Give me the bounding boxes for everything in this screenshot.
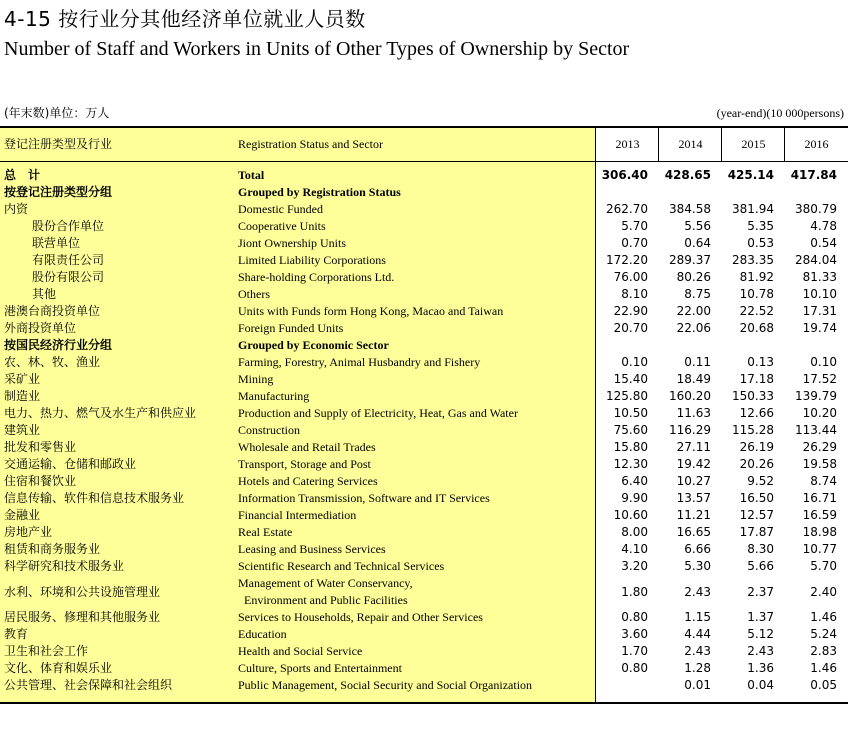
row-label-cn: 教育 [4, 627, 29, 641]
unit-label-en: (year-end)(10 000persons) [716, 106, 844, 120]
table-row [0, 524, 848, 541]
cell-value: 289.37 [669, 253, 711, 267]
cell-value: 1.70 [621, 644, 648, 658]
row-label-cn: 外商投资单位 [4, 321, 77, 335]
row-label-en: Construction [238, 423, 300, 437]
table-row [0, 252, 848, 269]
table-row [0, 660, 848, 677]
cell-value: 12.66 [739, 406, 774, 420]
row-label-cn: 建筑业 [4, 423, 41, 437]
cell-value: 76.00 [613, 270, 648, 284]
header-year: 2014 [658, 128, 722, 161]
table-row [0, 167, 848, 184]
table-row [0, 422, 848, 439]
cell-value: 4.78 [810, 219, 837, 233]
row-label-en: Services to Households, Repair and Other Services [238, 610, 483, 624]
cell-value: 10.20 [802, 406, 837, 420]
cell-value: 26.29 [802, 440, 837, 454]
row-label-cn: 其他 [32, 287, 57, 301]
cell-value: 5.12 [747, 627, 774, 641]
cell-value: 380.79 [795, 202, 837, 216]
row-label-cn: 按国民经济行业分组 [4, 338, 113, 352]
cell-value: 0.01 [684, 678, 711, 692]
cell-value: 0.10 [810, 355, 837, 369]
cell-value: 8.30 [747, 542, 774, 556]
row-label-en: Farming, Forestry, Animal Husbandry and Fishery [238, 355, 481, 369]
cell-value: 262.70 [606, 202, 648, 216]
cell-value: 0.80 [621, 661, 648, 675]
cell-value: 17.31 [802, 304, 837, 318]
table-row [0, 643, 848, 660]
cell-value: 5.30 [684, 559, 711, 573]
cell-value: 0.54 [810, 236, 837, 250]
row-label-cn: 文化、体育和娱乐业 [4, 661, 113, 675]
cell-value: 4.44 [684, 627, 711, 641]
table-row [0, 439, 848, 456]
cell-value: 160.20 [669, 389, 711, 403]
cell-value: 8.00 [621, 525, 648, 539]
cell-value: 75.60 [613, 423, 648, 437]
cell-value: 4.10 [621, 542, 648, 556]
cell-value: 2.37 [747, 585, 774, 599]
row-label-en: Education [238, 627, 287, 641]
row-label-cn: 科学研究和技术服务业 [4, 559, 125, 573]
cell-value: 6.66 [684, 542, 711, 556]
row-label-cn: 居民服务、修理和其他服务业 [4, 610, 161, 624]
cell-value: 16.59 [802, 508, 837, 522]
cell-value: 18.98 [802, 525, 837, 539]
cell-value: 172.20 [606, 253, 648, 267]
cell-value: 22.90 [613, 304, 648, 318]
cell-value: 5.56 [684, 219, 711, 233]
cell-value: 9.52 [747, 474, 774, 488]
row-label-cn: 有限责任公司 [32, 253, 105, 267]
cell-value: 425.14 [727, 168, 774, 182]
cell-value: 5.70 [810, 559, 837, 573]
header-category-cn: 登记注册类型及行业 [4, 137, 113, 151]
table-row [0, 371, 848, 388]
table-row [0, 558, 848, 575]
cell-value: 0.04 [747, 678, 774, 692]
cell-value: 1.36 [747, 661, 774, 675]
cell-value: 0.05 [810, 678, 837, 692]
cell-value: 0.80 [621, 610, 648, 624]
cell-value: 10.27 [676, 474, 711, 488]
row-label-en: Transport, Storage and Post [238, 457, 371, 471]
cell-value: 0.64 [684, 236, 711, 250]
row-label-cn: 公共管理、社会保障和社会组织 [4, 678, 173, 692]
table-row [0, 184, 848, 201]
row-label-en: Culture, Sports and Entertainment [238, 661, 402, 675]
cell-value: 139.79 [795, 389, 837, 403]
table-row [0, 218, 848, 235]
table-row [0, 456, 848, 473]
cell-value: 8.10 [621, 287, 648, 301]
table-row [0, 235, 848, 252]
row-label-cn: 农、林、牧、渔业 [4, 355, 101, 369]
table-row [0, 354, 848, 371]
cell-value: 8.75 [684, 287, 711, 301]
table-row [0, 303, 848, 320]
cell-value: 27.11 [676, 440, 711, 454]
row-label-cn: 房地产业 [4, 525, 53, 539]
cell-value: 1.46 [810, 610, 837, 624]
row-label-cn: 批发和零售业 [4, 440, 77, 454]
header-year: 2016 [784, 128, 848, 161]
cell-value: 81.92 [739, 270, 774, 284]
cell-value: 81.33 [802, 270, 837, 284]
cell-value: 10.50 [613, 406, 648, 420]
row-label-en: Leasing and Business Services [238, 542, 386, 556]
cell-value: 17.18 [739, 372, 774, 386]
row-label-cn: 交通运输、仓储和邮政业 [4, 457, 137, 471]
row-label-cn: 总 计 [4, 168, 41, 182]
cell-value: 9.90 [621, 491, 648, 505]
cell-value: 417.84 [790, 168, 837, 182]
row-label-cn: 股份合作单位 [32, 219, 105, 233]
table-row [0, 320, 848, 337]
row-label-cn: 联营单位 [32, 236, 81, 250]
cell-value: 17.52 [802, 372, 837, 386]
cell-value: 5.66 [747, 559, 774, 573]
cell-value: 16.50 [739, 491, 774, 505]
cell-value: 10.78 [739, 287, 774, 301]
row-label-cn: 金融业 [4, 508, 41, 522]
cell-value: 10.10 [802, 287, 837, 301]
row-label-en: Foreign Funded Units [238, 321, 344, 335]
table-row [0, 388, 848, 405]
cell-value: 22.52 [739, 304, 774, 318]
cell-value: 0.53 [747, 236, 774, 250]
cell-value: 12.30 [613, 457, 648, 471]
cell-value: 15.80 [613, 440, 648, 454]
row-label-cn: 住宿和餐饮业 [4, 474, 77, 488]
cell-value: 0.10 [621, 355, 648, 369]
cell-value: 1.28 [684, 661, 711, 675]
cell-value: 2.40 [810, 585, 837, 599]
cell-value: 306.40 [601, 168, 648, 182]
row-label-cn: 租赁和商务服务业 [4, 542, 101, 556]
row-label-cn: 港澳台商投资单位 [4, 304, 101, 318]
row-label-en: Mining [238, 372, 274, 386]
table-row [0, 337, 848, 354]
cell-value: 11.21 [676, 508, 711, 522]
cell-value: 2.83 [810, 644, 837, 658]
table-row [0, 490, 848, 507]
page-title-en: Number of Staff and Workers in Units of Other Types of Ownership by Sector [4, 38, 630, 60]
cell-value: 0.70 [621, 236, 648, 250]
row-label-en: Limited Liability Corporations [238, 253, 386, 267]
row-label-cn: 股份有限公司 [32, 270, 105, 284]
row-label-en: Cooperative Units [238, 219, 326, 233]
cell-value: 1.15 [684, 610, 711, 624]
cell-value: 150.33 [732, 389, 774, 403]
row-label-en: Jiont Ownership Units [238, 236, 346, 250]
table-row [0, 626, 848, 643]
row-label-cn: 制造业 [4, 389, 41, 403]
cell-value: 428.65 [664, 168, 711, 182]
data-table [0, 126, 848, 704]
row-label-en: Hotels and Catering Services [238, 474, 378, 488]
unit-label-cn: (年末数)单位：万人 [4, 106, 110, 120]
cell-value: 283.35 [732, 253, 774, 267]
cell-value: 17.87 [739, 525, 774, 539]
table-body [0, 162, 848, 702]
row-label-en: Financial Intermediation [238, 508, 357, 522]
cell-value: 0.11 [684, 355, 711, 369]
cell-value: 10.60 [613, 508, 648, 522]
cell-value: 13.57 [676, 491, 711, 505]
page-title-cn: 4-15 按行业分其他经济单位就业人员数 [4, 7, 366, 31]
row-label-en: Others [238, 287, 270, 301]
cell-value: 22.00 [676, 304, 711, 318]
cell-value: 20.70 [613, 321, 648, 335]
cell-value: 16.71 [802, 491, 837, 505]
table-row [0, 473, 848, 490]
table-header [0, 128, 848, 162]
row-label-cn: 卫生和社会工作 [4, 644, 89, 658]
cell-value: 1.80 [621, 585, 648, 599]
cell-value: 11.63 [676, 406, 711, 420]
row-label-en: Wholesale and Retail Trades [238, 440, 376, 454]
cell-value: 10.77 [802, 542, 837, 556]
table-row [0, 507, 848, 524]
row-label-en: Grouped by Economic Sector [238, 338, 389, 352]
table-row [0, 677, 848, 694]
row-label-en: Grouped by Registration Status [238, 185, 401, 199]
row-label-en: Public Management, Social Security and Social Organization [238, 678, 533, 692]
row-label-en: Scientific Research and Technical Services [238, 559, 445, 573]
cell-value: 113.44 [795, 423, 837, 437]
cell-value: 125.80 [606, 389, 648, 403]
table-row [0, 575, 848, 609]
cell-value: 5.24 [810, 627, 837, 641]
table-row [0, 405, 848, 422]
table-row [0, 286, 848, 303]
row-label-en: Health and Social Service [238, 644, 363, 658]
cell-value: 116.29 [669, 423, 711, 437]
cell-value: 5.70 [621, 219, 648, 233]
cell-value: 284.04 [795, 253, 837, 267]
cell-value: 5.35 [747, 219, 774, 233]
cell-value: 12.57 [739, 508, 774, 522]
row-label-en: Manufacturing [238, 389, 310, 403]
cell-value: 19.58 [802, 457, 837, 471]
cell-value: 2.43 [684, 644, 711, 658]
cell-value: 20.26 [739, 457, 774, 471]
row-label-en-line2: Environment and Public Facilities [244, 593, 408, 607]
cell-value: 1.37 [747, 610, 774, 624]
row-label-en: Share-holding Corporations Ltd. [238, 270, 395, 284]
header-year: 2013 [595, 128, 659, 161]
cell-value: 26.19 [739, 440, 774, 454]
cell-value: 19.74 [802, 321, 837, 335]
cell-value: 2.43 [684, 585, 711, 599]
row-label-en: Domestic Funded [238, 202, 323, 216]
cell-value: 16.65 [676, 525, 711, 539]
row-label-en [238, 575, 413, 609]
cell-value: 19.42 [676, 457, 711, 471]
row-label-cn: 信息传输、软件和信息技术服务业 [4, 491, 185, 505]
cell-value: 115.28 [732, 423, 774, 437]
row-label-en: Information Transmission, Software and IT Services [238, 491, 490, 505]
table-row [0, 541, 848, 558]
row-label-en: Real Estate [238, 525, 293, 539]
cell-value: 6.40 [621, 474, 648, 488]
header-year: 2015 [721, 128, 785, 161]
table-row [0, 609, 848, 626]
cell-value: 2.43 [747, 644, 774, 658]
table-row [0, 201, 848, 218]
header-category-en: Registration Status and Sector [238, 137, 383, 151]
row-label-en: Production and Supply of Electricity, Heat, Gas and Water [238, 406, 518, 420]
row-label-en: Total [238, 168, 265, 182]
cell-value: 384.58 [669, 202, 711, 216]
cell-value: 20.68 [739, 321, 774, 335]
cell-value: 381.94 [732, 202, 774, 216]
row-label-en-line1: Management of Water Conservancy, [238, 576, 413, 590]
row-label-cn: 按登记注册类型分组 [4, 185, 113, 199]
table-row [0, 269, 848, 286]
row-label-en: Units with Funds form Hong Kong, Macao and Taiwan [238, 304, 504, 318]
cell-value: 80.26 [676, 270, 711, 284]
cell-value: 3.60 [621, 627, 648, 641]
cell-value: 8.74 [810, 474, 837, 488]
row-label-cn: 采矿业 [4, 372, 41, 386]
row-label-cn: 内资 [4, 202, 29, 216]
row-label-cn: 电力、热力、燃气及水生产和供应业 [4, 406, 197, 420]
cell-value: 15.40 [613, 372, 648, 386]
cell-value: 1.46 [810, 661, 837, 675]
cell-value: 0.13 [747, 355, 774, 369]
cell-value: 3.20 [621, 559, 648, 573]
cell-value: 18.49 [676, 372, 711, 386]
row-label-cn: 水利、环境和公共设施管理业 [4, 585, 161, 599]
cell-value: 22.06 [676, 321, 711, 335]
